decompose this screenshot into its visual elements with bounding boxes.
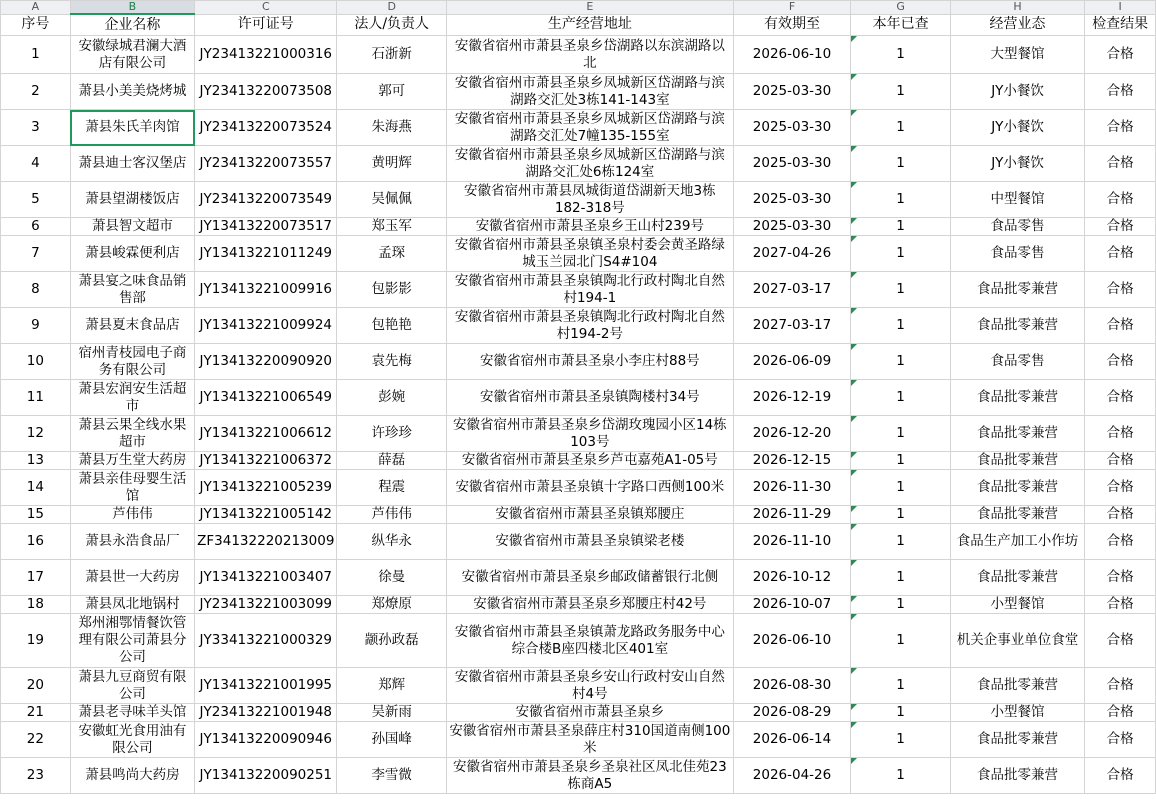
valid-until-cell[interactable]: 2025-03-30 [733,218,851,236]
license-number-cell[interactable]: JY13413221009924 [195,308,337,344]
license-number-cell[interactable]: JY23413221001948 [195,704,337,722]
row-number-cell[interactable]: 8 [1,272,71,308]
inspection-result-cell[interactable]: 合格 [1085,758,1156,794]
address-cell[interactable]: 安徽省宿州市萧县圣泉乡岱湖路以东滨湖路以北 [446,36,733,74]
address-cell[interactable]: 安徽省宿州市萧县圣泉镇梁老楼 [446,524,733,560]
business-type-cell[interactable]: 中型餐馆 [950,182,1084,218]
address-cell[interactable]: 安徽省宿州市萧县圣泉镇陶楼村34号 [446,380,733,416]
business-type-cell[interactable]: 食品批零兼营 [950,560,1084,596]
inspection-result-cell[interactable]: 合格 [1085,272,1156,308]
table-row [1,506,1156,524]
legal-person-cell[interactable]: 郭可 [337,74,447,110]
valid-until-cell[interactable]: 2025-03-30 [733,74,851,110]
row-number-cell[interactable]: 5 [1,182,71,218]
company-name-cell[interactable]: 萧县小美美烧烤城 [70,74,194,110]
inspection-result-cell[interactable]: 合格 [1085,614,1156,668]
company-name-cell[interactable]: 萧县永浩食品厂 [70,524,194,560]
legal-person-cell[interactable]: 纵华永 [337,524,447,560]
address-cell[interactable]: 安徽省宿州市萧县圣泉镇圣泉村委会黄圣路绿城玉兰园北门S4#104 [446,236,733,272]
row-number-cell[interactable]: 11 [1,380,71,416]
checked-this-year-cell[interactable]: 1 [851,416,951,452]
license-number-cell[interactable]: JY13413221006372 [195,452,337,470]
license-number-cell[interactable]: JY13413221011249 [195,236,337,272]
license-number-cell[interactable]: JY13413221006612 [195,416,337,452]
business-type-cell[interactable]: JY小餐饮 [950,74,1084,110]
license-number-cell[interactable]: JY13413221005239 [195,470,337,506]
table-row [1,560,1156,596]
address-cell[interactable]: 安徽省宿州市萧县凤城街道岱湖新天地3栋182-318号 [446,182,733,218]
business-type-cell[interactable]: 食品生产加工小作坊 [950,524,1084,560]
legal-person-cell[interactable]: 包艳艳 [337,308,447,344]
legal-person-cell[interactable]: 薛磊 [337,452,447,470]
checked-this-year-cell[interactable]: 1 [851,614,951,668]
row-number-cell[interactable]: 17 [1,560,71,596]
business-type-cell[interactable]: 食品批零兼营 [950,668,1084,704]
legal-person-cell[interactable]: 包影影 [337,272,447,308]
inspection-result-cell[interactable]: 合格 [1085,74,1156,110]
row-number-cell[interactable]: 15 [1,506,71,524]
row-number-cell[interactable]: 20 [1,668,71,704]
company-name-cell[interactable]: 安徽绿城君澜大酒店有限公司 [70,36,194,74]
row-number-cell[interactable]: 18 [1,596,71,614]
license-number-cell[interactable]: JY23413220073524 [195,110,337,146]
checked-this-year-cell[interactable]: 1 [851,110,951,146]
company-name-cell[interactable]: 萧县老寻味羊头馆 [70,704,194,722]
inspection-result-cell[interactable]: 合格 [1085,704,1156,722]
company-name-cell[interactable]: 萧县万生堂大药房 [70,452,194,470]
company-name-cell[interactable]: 萧县迪士客汉堡店 [70,146,194,182]
column-header-a[interactable]: A [1,1,71,15]
license-number-cell[interactable]: JY23413220073549 [195,182,337,218]
license-number-cell[interactable]: JY33413221000329 [195,614,337,668]
checked-this-year-cell[interactable]: 1 [851,668,951,704]
legal-person-cell[interactable]: 郑玉军 [337,218,447,236]
field-header-inspection-result[interactable]: 检查结果 [1085,14,1156,36]
column-header-row [1,1,1156,15]
row-number-cell[interactable]: 13 [1,452,71,470]
legal-person-cell[interactable]: 许珍珍 [337,416,447,452]
business-type-cell[interactable]: 食品批零兼营 [950,272,1084,308]
table-row [1,344,1156,380]
legal-person-cell[interactable]: 孙国峰 [337,722,447,758]
inspection-result-cell[interactable]: 合格 [1085,344,1156,380]
company-name-cell[interactable]: 安徽虹光食用油有限公司 [70,722,194,758]
table-row [1,722,1156,758]
field-header-valid-until[interactable]: 有效期至 [733,14,851,36]
address-cell[interactable]: 安徽省宿州市萧县圣泉乡王山村239号 [446,218,733,236]
company-name-cell[interactable]: 萧县夏末食品店 [70,308,194,344]
checked-this-year-cell[interactable]: 1 [851,146,951,182]
table-row [1,182,1156,218]
company-name-cell[interactable]: 宿州青枝园电子商务有限公司 [70,344,194,380]
inspection-result-cell[interactable]: 合格 [1085,596,1156,614]
row-number-cell[interactable]: 6 [1,218,71,236]
table-row [1,74,1156,110]
column-header-c[interactable]: C [195,1,337,15]
table-row [1,380,1156,416]
column-header-h[interactable]: H [950,1,1084,15]
inspection-result-cell[interactable]: 合格 [1085,470,1156,506]
table-row [1,308,1156,344]
business-type-cell[interactable]: 食品批零兼营 [950,758,1084,794]
checked-this-year-cell[interactable]: 1 [851,470,951,506]
inspection-result-cell[interactable]: 合格 [1085,668,1156,704]
checked-this-year-cell[interactable]: 1 [851,272,951,308]
checked-this-year-cell[interactable]: 1 [851,36,951,74]
business-type-cell[interactable]: 大型餐馆 [950,36,1084,74]
license-number-cell[interactable]: JY23413221000316 [195,36,337,74]
address-cell[interactable]: 安徽省宿州市萧县圣泉镇陶北行政村陶北自然村194-2号 [446,308,733,344]
company-name-cell[interactable]: 郑州湘鄂情餐饮管理有限公司萧县分公司 [70,614,194,668]
company-name-cell[interactable]: 萧县世一大药房 [70,560,194,596]
legal-person-cell[interactable]: 吴佩佩 [337,182,447,218]
valid-until-cell[interactable]: 2026-08-30 [733,668,851,704]
valid-until-cell[interactable]: 2026-11-30 [733,470,851,506]
company-name-cell[interactable]: 萧县朱氏羊肉馆 [70,110,194,146]
legal-person-cell[interactable]: 颛孙政磊 [337,614,447,668]
address-cell[interactable]: 安徽省宿州市萧县圣泉镇十字路口西侧100米 [446,470,733,506]
address-cell[interactable]: 安徽省宿州市萧县圣泉小李庄村88号 [446,344,733,380]
valid-until-cell[interactable]: 2027-04-26 [733,236,851,272]
license-number-cell[interactable]: JY13413221005142 [195,506,337,524]
checked-this-year-cell[interactable]: 1 [851,182,951,218]
address-cell[interactable]: 安徽省宿州市萧县圣泉镇萧龙路政务服务中心综合楼B座四楼北区401室 [446,614,733,668]
checked-this-year-cell[interactable]: 1 [851,560,951,596]
legal-person-cell[interactable]: 石浙新 [337,36,447,74]
inspection-result-cell[interactable]: 合格 [1085,452,1156,470]
field-header-business-type[interactable]: 经营业态 [950,14,1084,36]
inspection-result-cell[interactable]: 合格 [1085,36,1156,74]
legal-person-cell[interactable]: 徐曼 [337,560,447,596]
valid-until-cell[interactable]: 2026-06-10 [733,36,851,74]
table-row [1,668,1156,704]
valid-until-cell[interactable]: 2026-06-09 [733,344,851,380]
table-row [1,146,1156,182]
table-row [1,614,1156,668]
inspection-result-cell[interactable]: 合格 [1085,236,1156,272]
row-number-cell[interactable]: 23 [1,758,71,794]
checked-this-year-cell[interactable]: 1 [851,596,951,614]
license-number-cell[interactable]: JY13413221001995 [195,668,337,704]
checked-this-year-cell[interactable]: 1 [851,380,951,416]
row-number-cell[interactable]: 1 [1,36,71,74]
table-row [1,416,1156,452]
business-type-cell[interactable]: 食品批零兼营 [950,452,1084,470]
inspection-result-cell[interactable]: 合格 [1085,308,1156,344]
legal-person-cell[interactable]: 李雪微 [337,758,447,794]
row-number-cell[interactable]: 21 [1,704,71,722]
company-name-cell[interactable]: 萧县鸣尚大药房 [70,758,194,794]
table-row [1,36,1156,74]
table-row [1,524,1156,560]
company-name-cell[interactable]: 萧县九豆商贸有限公司 [70,668,194,704]
business-type-cell[interactable]: 小型餐馆 [950,596,1084,614]
legal-person-cell[interactable]: 袁先梅 [337,344,447,380]
inspection-result-cell[interactable]: 合格 [1085,182,1156,218]
row-number-cell[interactable]: 2 [1,74,71,110]
business-type-cell[interactable]: 食品零售 [950,218,1084,236]
business-type-cell[interactable]: 食品批零兼营 [950,470,1084,506]
legal-person-cell[interactable]: 彭婉 [337,380,447,416]
address-cell[interactable]: 安徽省宿州市萧县圣泉乡凤城新区岱湖路与滨湖路交汇处3栋141-143室 [446,74,733,110]
legal-person-cell[interactable]: 吴新雨 [337,704,447,722]
valid-until-cell[interactable]: 2026-08-29 [733,704,851,722]
column-header-i[interactable]: I [1085,1,1156,15]
field-header-address[interactable]: 生产经营地址 [446,14,733,36]
valid-until-cell[interactable]: 2026-12-15 [733,452,851,470]
legal-person-cell[interactable]: 黄明辉 [337,146,447,182]
business-type-cell[interactable]: JY小餐饮 [950,110,1084,146]
business-type-cell[interactable]: 小型餐馆 [950,704,1084,722]
license-number-cell[interactable]: JY23413220073508 [195,74,337,110]
address-cell[interactable]: 安徽省宿州市萧县圣泉乡凤城新区岱湖路与滨湖路交汇处7幢135-155室 [446,110,733,146]
field-header-row [1,14,1156,36]
license-number-cell[interactable]: JY13413220090920 [195,344,337,380]
company-name-cell[interactable]: 萧县峻霖便利店 [70,236,194,272]
inspection-result-cell[interactable]: 合格 [1085,506,1156,524]
checked-this-year-cell[interactable]: 1 [851,506,951,524]
table-row [1,470,1156,506]
company-name-cell[interactable]: 芦伟伟 [70,506,194,524]
valid-until-cell[interactable]: 2026-10-12 [733,560,851,596]
table-row [1,218,1156,236]
legal-person-cell[interactable]: 芦伟伟 [337,506,447,524]
address-cell[interactable]: 安徽省宿州市萧县圣泉乡郑腰庄村42号 [446,596,733,614]
row-number-cell[interactable]: 9 [1,308,71,344]
address-cell[interactable]: 安徽省宿州市萧县圣泉乡芦屯嘉苑A1-05号 [446,452,733,470]
valid-until-cell[interactable]: 2026-04-26 [733,758,851,794]
address-cell[interactable]: 安徽省宿州市萧县圣泉薛庄村310国道南侧100米 [446,722,733,758]
company-name-cell[interactable]: 萧县智文超市 [70,218,194,236]
field-header-license-number[interactable]: 许可证号 [195,14,337,36]
address-cell[interactable]: 安徽省宿州市萧县圣泉乡 [446,704,733,722]
address-cell[interactable]: 安徽省宿州市萧县圣泉镇陶北行政村陶北自然村194-1 [446,272,733,308]
company-name-cell[interactable]: 萧县宏润安生活超市 [70,380,194,416]
business-type-cell[interactable]: 食品批零兼营 [950,380,1084,416]
license-number-cell[interactable]: JY13413220073517 [195,218,337,236]
inspection-result-cell[interactable]: 合格 [1085,416,1156,452]
license-number-cell[interactable]: JY13413221003407 [195,560,337,596]
field-header-company-name[interactable]: 企业名称 [70,14,194,36]
license-number-cell[interactable]: JY13413221009916 [195,272,337,308]
license-number-cell[interactable]: JY13413220090946 [195,722,337,758]
license-number-cell[interactable]: JY23413221003099 [195,596,337,614]
business-type-cell[interactable]: 食品批零兼营 [950,506,1084,524]
row-number-cell[interactable]: 3 [1,110,71,146]
company-name-cell[interactable]: 萧县宴之味食品销售部 [70,272,194,308]
checked-this-year-cell[interactable]: 1 [851,344,951,380]
inspection-result-cell[interactable]: 合格 [1085,110,1156,146]
row-number-cell[interactable]: 10 [1,344,71,380]
table-row [1,110,1156,146]
column-header-g[interactable]: G [851,1,951,15]
valid-until-cell[interactable]: 2025-03-30 [733,110,851,146]
valid-until-cell[interactable]: 2026-11-29 [733,506,851,524]
valid-until-cell[interactable]: 2026-06-14 [733,722,851,758]
inspection-result-cell[interactable]: 合格 [1085,218,1156,236]
business-type-cell[interactable]: 机关企事业单位食堂 [950,614,1084,668]
legal-person-cell[interactable]: 郑燎原 [337,596,447,614]
checked-this-year-cell[interactable]: 1 [851,452,951,470]
column-header-e[interactable]: E [446,1,733,15]
row-number-cell[interactable]: 7 [1,236,71,272]
checked-this-year-cell[interactable]: 1 [851,74,951,110]
valid-until-cell[interactable]: 2026-12-19 [733,380,851,416]
inspection-result-cell[interactable]: 合格 [1085,560,1156,596]
checked-this-year-cell[interactable]: 1 [851,722,951,758]
inspection-result-cell[interactable]: 合格 [1085,146,1156,182]
address-cell[interactable]: 安徽省宿州市萧县圣泉乡邮政储蓄银行北侧 [446,560,733,596]
business-type-cell[interactable]: 食品零售 [950,344,1084,380]
address-cell[interactable]: 安徽省宿州市萧县圣泉乡凤城新区岱湖路与滨湖路交汇处6栋124室 [446,146,733,182]
valid-until-cell[interactable]: 2027-03-17 [733,272,851,308]
valid-until-cell[interactable]: 2026-12-20 [733,416,851,452]
row-number-cell[interactable]: 16 [1,524,71,560]
business-type-cell[interactable]: 食品零售 [950,236,1084,272]
table-row [1,758,1156,794]
row-number-cell[interactable]: 19 [1,614,71,668]
business-type-cell[interactable]: 食品批零兼营 [950,416,1084,452]
legal-person-cell[interactable]: 程震 [337,470,447,506]
row-number-cell[interactable]: 12 [1,416,71,452]
company-name-cell[interactable]: 萧县云果全线水果超市 [70,416,194,452]
valid-until-cell[interactable]: 2025-03-30 [733,182,851,218]
company-name-cell[interactable]: 萧县亲佳母婴生活馆 [70,470,194,506]
table-row [1,272,1156,308]
table-row [1,452,1156,470]
address-cell[interactable]: 安徽省宿州市萧县圣泉镇郑腰庄 [446,506,733,524]
field-header-legal-person[interactable]: 法人/负责人 [337,14,447,36]
inspection-result-cell[interactable]: 合格 [1085,524,1156,560]
valid-until-cell[interactable]: 2027-03-17 [733,308,851,344]
table-row [1,596,1156,614]
company-name-cell[interactable]: 萧县凤北地锅村 [70,596,194,614]
license-number-cell[interactable]: ZF34132220213009 [195,524,337,560]
inspection-result-cell[interactable]: 合格 [1085,722,1156,758]
address-cell[interactable]: 安徽省宿州市萧县圣泉乡圣泉社区凤北佳苑23栋商A5 [446,758,733,794]
checked-this-year-cell[interactable]: 1 [851,218,951,236]
checked-this-year-cell[interactable]: 1 [851,308,951,344]
valid-until-cell[interactable]: 2026-06-10 [733,614,851,668]
company-name-cell[interactable]: 萧县望湖楼饭店 [70,182,194,218]
license-number-cell[interactable]: JY13413220090251 [195,758,337,794]
column-header-d[interactable]: D [337,1,447,15]
table-row [1,236,1156,272]
column-header-b[interactable]: B [70,1,194,15]
license-number-cell[interactable]: JY13413221006549 [195,380,337,416]
business-type-cell[interactable]: 食品批零兼营 [950,308,1084,344]
legal-person-cell[interactable]: 郑辉 [337,668,447,704]
legal-person-cell[interactable]: 孟琛 [337,236,447,272]
row-number-cell[interactable]: 4 [1,146,71,182]
valid-until-cell[interactable]: 2025-03-30 [733,146,851,182]
license-number-cell[interactable]: JY23413220073557 [195,146,337,182]
field-header-checked-this-year[interactable]: 本年已查 [851,14,951,36]
column-header-f[interactable]: F [733,1,851,15]
address-cell[interactable]: 安徽省宿州市萧县圣泉乡岱湖玫瑰园小区14栋103号 [446,416,733,452]
legal-person-cell[interactable]: 朱海燕 [337,110,447,146]
field-header-row-number[interactable]: 序号 [1,14,71,36]
inspection-result-cell[interactable]: 合格 [1085,380,1156,416]
table-row [1,704,1156,722]
valid-until-cell[interactable]: 2026-11-10 [733,524,851,560]
row-number-cell[interactable]: 22 [1,722,71,758]
valid-until-cell[interactable]: 2026-10-07 [733,596,851,614]
address-cell[interactable]: 安徽省宿州市萧县圣泉乡安山行政村安山自然村4号 [446,668,733,704]
checked-this-year-cell[interactable]: 1 [851,236,951,272]
checked-this-year-cell[interactable]: 1 [851,524,951,560]
checked-this-year-cell[interactable]: 1 [851,758,951,794]
checked-this-year-cell[interactable]: 1 [851,704,951,722]
business-type-cell[interactable]: 食品批零兼营 [950,722,1084,758]
business-type-cell[interactable]: JY小餐饮 [950,146,1084,182]
row-number-cell[interactable]: 14 [1,470,71,506]
